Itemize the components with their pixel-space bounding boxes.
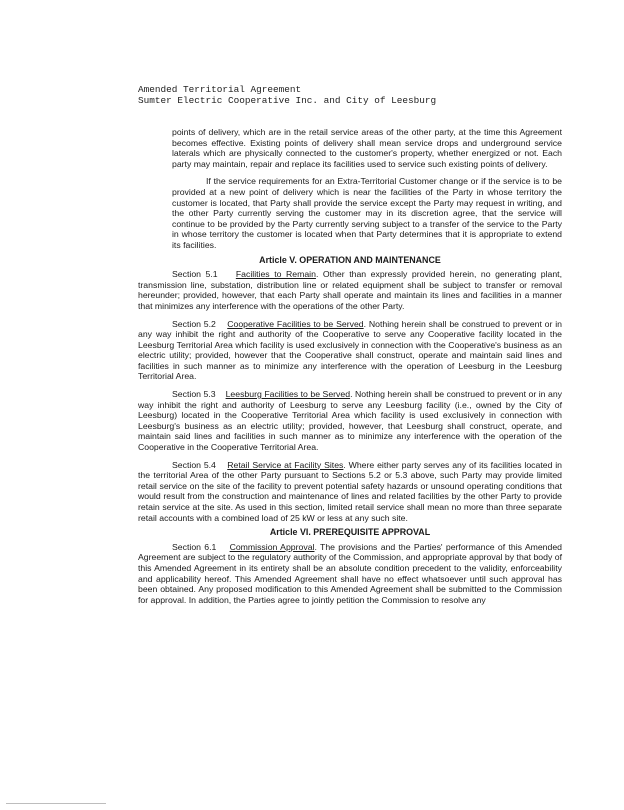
intro-paragraph-1: points of delivery, which are in the retail service areas of the other party, at the time this Agreement becomes effective. Existing points of delivery shall mean service drops and underground service laterals which are physically connected to the customer's property, whether energized or not. Each party may maintain, repair and replace its facilities used to service such existing points of delivery.	[172, 127, 562, 169]
section-text: . The provisions and the Parties' performance of this Amended Agreement are subject to the regulatory authority of the Commission, and appropriate approval by that body of this Amended Agreement in its entirety shall be an absolute condition precedent to the validity, enforceability and applicability hereof. This Amended Agreement shall have no effect whatsoever until such approval has been obtained. Any proposed modification to this Amended Agreement shall be submitted to the Commission for approval. In addition, the Parties agree to jointly petition the Commission to resolve any	[138, 541, 563, 605]
section-title: Leesburg Facilities to be Served	[225, 389, 351, 400]
section-6-1	[138, 542, 562, 606]
section-number: Section 5.2	[172, 318, 216, 329]
article-5-heading: Article V. OPERATION AND MAINTENANCE	[259, 254, 441, 265]
header-parties: Sumter Electric Cooperative Inc. and City of Leesburg	[138, 95, 437, 106]
section-title: Retail Service at Facility Sites	[227, 459, 344, 470]
section-text: . Nothing herein shall be construed to prevent or in any way inhibit the right and authority of Leesburg to serve any Leesburg facility (i.e., owned by the City of Leesburg) located in the Cooperative Territorial Area which facility is used exclusively in connection with Leesburg's business as an electric utility; provided, however, that Leesburg shall construct, operate, and maintain said lines and facilities in such manner as to minimize any interference with the operation of the Cooperative in the Cooperative Territorial Area.	[138, 389, 563, 453]
section-5-2	[138, 319, 562, 383]
document-body	[138, 127, 562, 605]
section-number: Section 5.4	[172, 459, 216, 470]
section-title: Commission Approval	[229, 541, 315, 552]
header-title: Amended Territorial Agreement	[138, 84, 302, 95]
section-text: . Nothing herein shall be construed to prevent or in any way inhibit the right and authority of the Cooperative to serve any Cooperative facility located in the Leesburg Territorial Area which facility is used exclusively in connection with the Cooperative's business as an electric utility; provided, however that the Cooperative shall construct, operate and maintain said lines and facilities in such manner as to minimize any interference with the operation of Leesburg in the Leesburg Territorial Area.	[138, 318, 563, 382]
section-5-3	[138, 389, 562, 453]
section-title: Cooperative Facilities to be Served	[227, 318, 364, 329]
section-number: Section 5.3	[172, 389, 216, 400]
section-text: . Where either party serves any of its facilities located in the territorial Area of the other Party pursuant to Sections 5.2 or 5.3 above, such Party may provide limited retail service on the site of the facility to prevent potential safety hazards or unsound operating conditions that would result from the construction and maintenance of lines and related facilities by the other Party to provide retain service at the site. As used in this section, limited retail service shall mean no more than three separate retail accounts with a combined load of 25 kW or less at any such site.	[138, 459, 563, 523]
section-text: . Other than expressly provided herein, no generating plant, transmission line, substation, distribution line or related equipment shall be subject to transfer or removal hereunder; provided, however, that each Party shall operate and maintain its lines and facilities in a manner that minimizes any interference with the operations of the other Party.	[138, 269, 563, 311]
section-number: Section 6.1	[172, 541, 217, 552]
section-5-1	[138, 269, 562, 311]
section-number: Section 5.1	[172, 269, 218, 280]
document-header	[138, 84, 436, 106]
section-5-4	[138, 460, 562, 524]
article-6-heading: Article VI. PREREQUISITE APPROVAL	[269, 527, 431, 538]
section-title: Facilities to Remain	[235, 269, 316, 280]
scan-edge-line	[6, 803, 106, 804]
intro-paragraph-2: If the service requirements for an Extra-Territorial Customer change or if the service is to be provided at a new point of delivery which is near the facilities of the Party in whose territory the customer is located, that Party shall provide the service except the Party may request in writing, and the other Party currently serving the customer may in its discretion agree, that the service will continue to be provided by the Party currently serving subject to a transfer of the service to the Party in whose territory the customer is located when that Party determines that it is appropriate to extend its facilities.	[172, 176, 562, 250]
